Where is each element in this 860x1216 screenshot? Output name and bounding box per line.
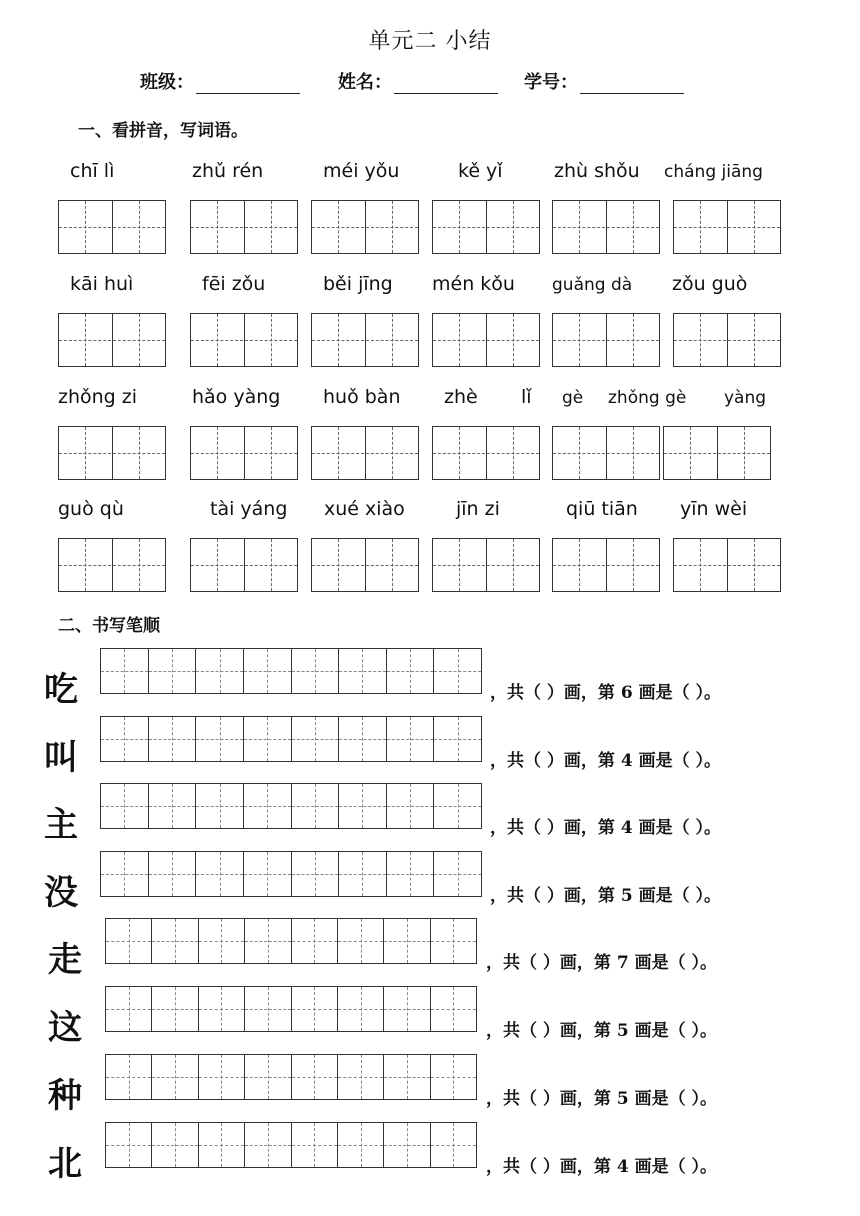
stroke-char: 北 (48, 1144, 82, 1184)
pinyin-label: xué xiào (324, 498, 405, 520)
tian-grid-box[interactable] (432, 200, 540, 254)
tian-grid-box[interactable] (552, 313, 660, 367)
pinyin-label: zhǒng zi (58, 386, 138, 408)
pinyin-label: guǎng dà (552, 275, 633, 295)
id-field (524, 68, 684, 94)
pinyin-label: zǒu guò (672, 273, 748, 295)
pinyin-label: fēi zǒu (202, 273, 266, 295)
stroke-question: ，共（ ）画，第 6 画是（ ）。 (490, 683, 722, 703)
pinyin-label: qiū tiān (566, 498, 638, 520)
stroke-char: 这 (48, 1008, 82, 1048)
pinyin-label: cháng jiāng (664, 162, 763, 182)
stroke-order-strip[interactable] (100, 783, 482, 829)
tian-grid-box[interactable] (58, 313, 166, 367)
name-label: 姓名： (338, 72, 392, 93)
stroke-order-strip[interactable] (105, 918, 477, 964)
tian-grid-box[interactable] (58, 538, 166, 592)
pinyin-label: jīn zi (456, 498, 500, 520)
tian-grid-box[interactable] (190, 426, 298, 480)
pinyin-label: mén kǒu (432, 273, 515, 295)
pinyin-label: gè (562, 388, 584, 408)
tian-grid-box[interactable] (311, 200, 419, 254)
tian-grid-box[interactable] (552, 538, 660, 592)
stroke-char: 走 (48, 940, 82, 980)
stroke-question: ，共（ ）画，第 4 画是（ ）。 (490, 751, 722, 771)
name-field (338, 68, 498, 94)
tian-grid-box[interactable] (673, 313, 781, 367)
tian-grid-box[interactable] (58, 426, 166, 480)
tian-grid-box[interactable] (432, 538, 540, 592)
stroke-question: ，共（ ）画，第 5 画是（ ）。 (486, 1021, 718, 1041)
tian-grid-box[interactable] (311, 538, 419, 592)
stroke-order-strip[interactable] (105, 1054, 477, 1100)
tian-grid-box[interactable] (190, 538, 298, 592)
pinyin-label: lǐ (521, 386, 532, 408)
pinyin-label: huǒ bàn (323, 386, 401, 408)
stroke-order-strip[interactable] (100, 648, 482, 694)
pinyin-label: méi yǒu (323, 160, 400, 182)
stroke-question: ，共（ ）画，第 7 画是（ ）。 (486, 953, 718, 973)
pinyin-label: kāi huì (70, 273, 134, 295)
class-field (140, 68, 300, 94)
pinyin-label: guò qù (58, 498, 124, 520)
pinyin-label: hǎo yàng (192, 386, 281, 408)
pinyin-label: yīn wèi (680, 498, 748, 520)
tian-grid-box[interactable] (58, 200, 166, 254)
pinyin-label: chī lì (70, 160, 115, 182)
stroke-char: 叫 (44, 738, 78, 778)
stroke-order-strip[interactable] (105, 986, 477, 1032)
tian-grid-box[interactable] (432, 426, 540, 480)
tian-grid-box[interactable] (663, 426, 771, 480)
pinyin-label: zhǒng gè (608, 388, 687, 408)
stroke-question: ，共（ ）画，第 5 画是（ ）。 (490, 886, 722, 906)
stroke-question: ，共（ ）画，第 4 画是（ ）。 (486, 1157, 718, 1177)
class-label: 班级： (140, 72, 194, 93)
section1-heading: 一、看拼音，写词语。 (78, 121, 248, 141)
section2-heading: 二、书写笔顺 (58, 616, 160, 636)
pinyin-label: tài yáng (210, 498, 288, 520)
tian-grid-box[interactable] (311, 426, 419, 480)
tian-grid-box[interactable] (673, 200, 781, 254)
tian-grid-box[interactable] (552, 200, 660, 254)
id-blank[interactable] (580, 75, 684, 94)
stroke-order-strip[interactable] (100, 716, 482, 762)
class-blank[interactable] (196, 75, 300, 94)
stroke-char: 种 (48, 1076, 82, 1116)
tian-grid-box[interactable] (311, 313, 419, 367)
tian-grid-box[interactable] (432, 313, 540, 367)
pinyin-label: běi jīng (323, 273, 393, 295)
pinyin-label: yàng (724, 388, 767, 408)
pinyin-label: zhǔ rén (192, 160, 264, 182)
stroke-char: 主 (44, 805, 78, 845)
stroke-order-strip[interactable] (100, 851, 482, 897)
tian-grid-box[interactable] (190, 200, 298, 254)
stroke-char: 吃 (44, 670, 78, 710)
pinyin-label: kě yǐ (458, 160, 503, 182)
name-blank[interactable] (394, 75, 498, 94)
stroke-char: 没 (44, 873, 78, 913)
stroke-order-strip[interactable] (105, 1122, 477, 1168)
page-title: 单元二 小结 (368, 29, 492, 54)
pinyin-label: zhè (444, 386, 478, 408)
pinyin-label: zhù shǒu (554, 160, 640, 182)
id-label: 学号： (524, 72, 578, 93)
tian-grid-box[interactable] (673, 538, 781, 592)
tian-grid-box[interactable] (552, 426, 660, 480)
stroke-question: ，共（ ）画，第 4 画是（ ）。 (490, 818, 722, 838)
stroke-question: ，共（ ）画，第 5 画是（ ）。 (486, 1089, 718, 1109)
tian-grid-box[interactable] (190, 313, 298, 367)
